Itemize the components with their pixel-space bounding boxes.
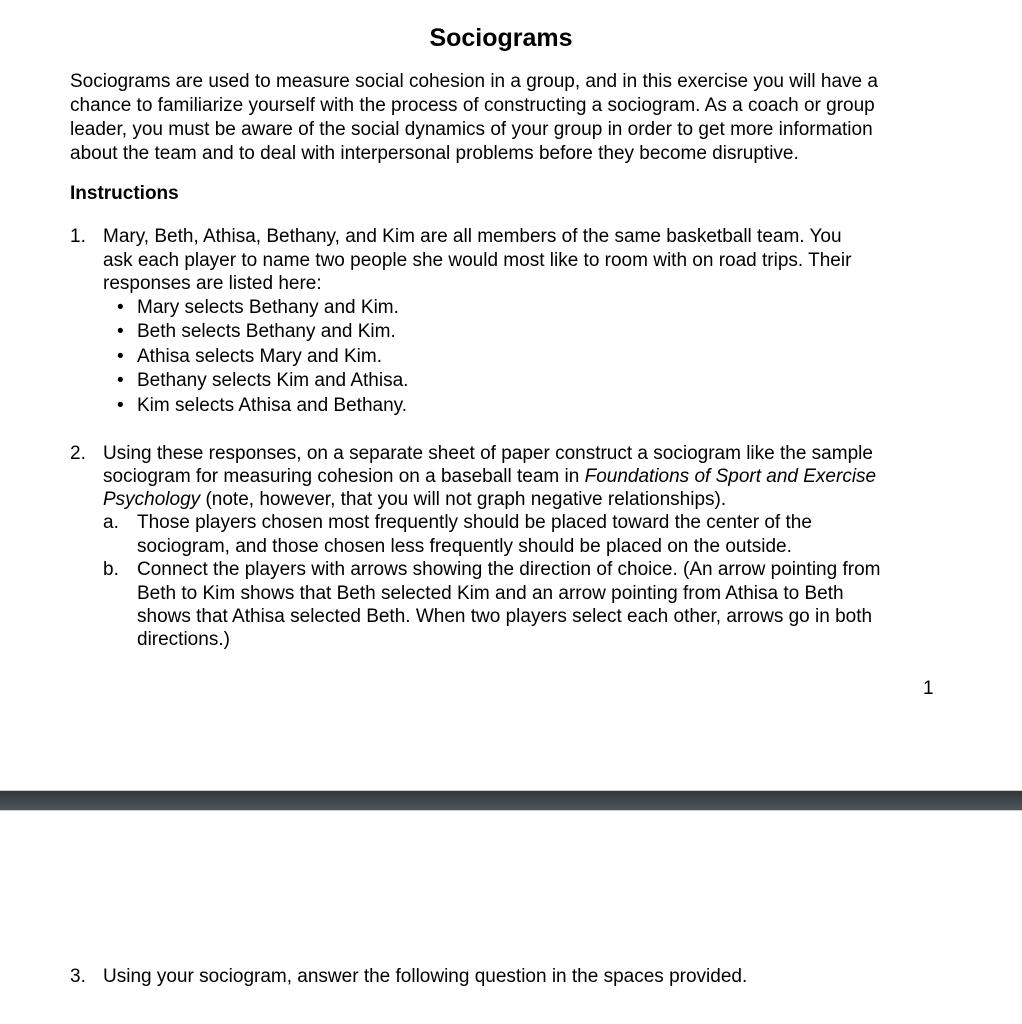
item-text: (note, however, that you will not graph negative relationships). [200,489,727,510]
bullet-text: Mary selects Bethany and Kim. [137,297,399,318]
page-separator [0,790,1022,811]
intro-line: leader, you must be aware of the social dynamics of your group in order to get more information [70,119,873,140]
sub-line: Those players chosen most frequently should be placed toward the center of the [137,512,812,533]
item-line: responses are listed here: [103,273,322,294]
item-line [103,465,876,489]
item-line: Mary, Beth, Athisa, Bethany, and Kim are all members of the same basketball team. You [103,226,842,247]
item-number: 1. [70,226,86,247]
bullet-text: Beth selects Bethany and Kim. [137,321,396,342]
sub-line: directions.) [137,629,230,650]
intro-line: Sociograms are used to measure social cohesion in a group, and in this exercise you will have a [70,71,878,92]
bullet-text: Athisa selects Mary and Kim. [137,346,382,367]
item-line [103,488,726,512]
sub-line: shows that Athisa selected Beth. When two players select each other, arrows go in both [137,606,873,627]
book-title: Psychology [103,489,201,510]
sub-label: a. [103,512,119,533]
intro-line: about the team and to deal with interpersonal problems before they become disruptive. [70,143,799,164]
sub-label: b. [103,559,119,580]
sub-line: sociogram, and those chosen less frequently should be placed on the outside. [137,536,792,557]
book-title: Foundations of Sport and Exercise [584,466,877,487]
item-line: Using these responses, on a separate sheet of paper construct a sociogram like the sample [103,443,873,464]
page-number: 1 [923,678,934,699]
instructions-heading: Instructions [70,183,179,204]
page-title: Sociograms [429,24,573,52]
bullet-text: Kim selects Athisa and Bethany. [137,395,408,416]
bullet-text: Bethany selects Kim and Athisa. [137,370,409,391]
item-text: sociogram for measuring cohesion on a baseball team in [103,466,585,487]
sub-line: Connect the players with arrows showing the direction of choice. (An arrow pointing from [137,559,881,580]
intro-line: chance to familiarize yourself with the process of constructing a sociogram. As a coach or group [70,95,875,116]
item-line: ask each player to name two people she would most like to room with on road trips. Their [103,250,852,271]
sub-line: Beth to Kim shows that Beth selected Kim and an arrow pointing from Athisa to Beth [137,583,844,604]
item-number: 2. [70,443,86,464]
item-number: 3. [70,966,86,987]
item-line: Using your sociogram, answer the following question in the spaces provided. [103,966,748,987]
